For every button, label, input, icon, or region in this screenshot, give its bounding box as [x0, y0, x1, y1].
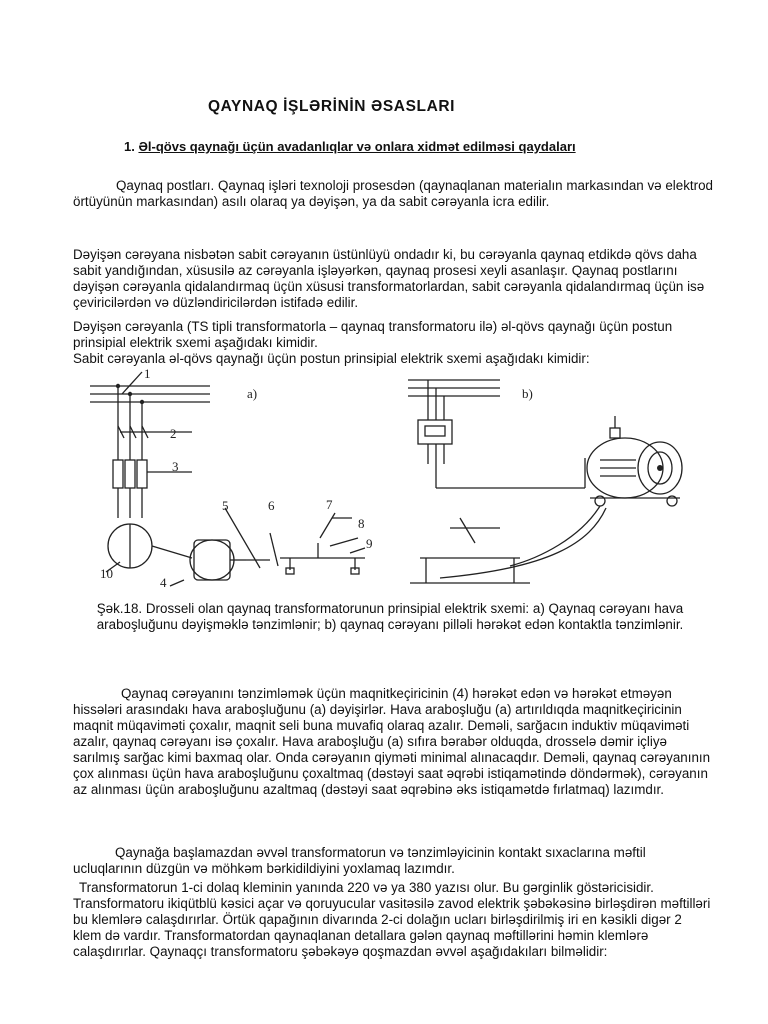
paragraph-transformer-terminals: Transformatorun 1-ci dolaq kleminin yanında 220 və ya 380 yazısı olur. Bu gərginlik göstəricisidir. Transformatoru ikiqütblü kəsici açar və qoruyucular vasitəsilə zavod elektrik şəbəkəsinə birləşdirən məftilləri bu klemlərə calaşdırırlar. Örtük qapağının divarında 2-ci dolağın ucları birləşdirilmiş iri en kəsikli digər 2 klem də vardır. Transformatordan qaynaqlanan detallara gələn qaynaq məftillərini həmin klemlərə calaşdırırlar. Qaynaqçı transformatoru şəbəkəyə qoşmazdan əvvəl aşağıdakıları bilməlidir:: [73, 880, 711, 959]
callout-3: 3: [172, 459, 179, 474]
paragraph-dc-advantage: Dəyişən cərəyana nisbətən sabit cərəyanın üstünlüyü ondadır ki, bu cərəyanla qaynaq etdikdə qövs daha sabit yandığından, xüsusilə az cərəyanla işləyərkən, qaynaq prosesi xeyli asanlaşır. Qaynaq postlarını dəyişən cərəyanla qidalandırmaq üçün xüsusi transformatorlardan, sabit cərəyanla qidalandırmaq üçün isə çeviricilərdən və düzləndiricilərdən istifadə edilir.: [73, 247, 705, 310]
page-title: QAYNAQ İŞLƏRİNİN ƏSASLARI: [208, 98, 456, 115]
schematic-b: [408, 380, 682, 583]
callout-2: 2: [170, 426, 177, 441]
callout-8: 8: [358, 516, 365, 531]
paragraph-current-regulation: Qaynaq cərəyanını tənzimləmək üçün maqnitkeçiricinin (4) hərəkət edən və hərəkət etməyən hissələri arasındakı hava araboşluğunu (a) dəyişirlər. Hava araboşluğu (a) artırıldıqda maqnitkeçiricinin maqnit müqaviməti çoxalır, maqnit seli buna muvafiq olaraq azalır. Deməli, sarğacın induktiv müqaviməti azalır, qaynaq cərəyanı isə çoxalır. Hava araboşluğu (a) sıfıra bərabər olduqda, drosselə dəmir içliyə sarılmış sarğac kimi baxmaq olar. Onda cərəyanın qiyməti minimal alınacaqdır. Deməli, qaynaq cərəyanının çox alınması üçün hava araboşluğunu çoxaltmaq (dəstəyi saat əqrəbi istiqamətində döndərmək), cərəyanın az alınması üçün araboşluğunu azaltmaq (dəstəyi saat əqrəbinə əks istiqamətdə fırlatmaq) lazımdır.: [73, 686, 711, 797]
callout-5: 5: [222, 498, 229, 513]
label-b: b): [522, 386, 533, 401]
paragraph-dc-scheme: Sabit cərəyanla əl-qövs qaynağı üçün postun prinsipial elektrik sxemi aşağıdakı kimidir:: [73, 351, 590, 366]
callout-1: 1: [144, 368, 151, 381]
callout-9: 9: [366, 536, 373, 551]
paragraph-welding-posts: Qaynaq postları. Qaynaq işləri texnoloji prosesdən (qaynaqlanan materialın markasından və elektrod örtüyünün markasından) asılı olaraq ya dəyişən, ya da sabit cərəyanla icra edilir.: [73, 178, 713, 209]
callout-7: 7: [326, 497, 333, 512]
callout-4: 4: [160, 575, 167, 590]
callout-6: 6: [268, 498, 275, 513]
label-a: a): [247, 386, 258, 401]
section-number: 1.: [124, 139, 139, 154]
section-heading: [124, 139, 576, 154]
callout-10: 10: [100, 566, 113, 581]
welding-schematic-figure: [80, 368, 700, 598]
paragraph-ac-scheme: Dəyişən cərəyanla (TS tipli transformatorla – qaynaq transformatoru ilə) əl-qövs qaynağı üçün postun prinsipial elektrik sxemi aşağıdakı kimidir.: [73, 319, 673, 350]
section-title: Əl-qövs qaynağı üçün avadanlıqlar və onlara xidmət edilməsi qaydaları: [138, 139, 576, 154]
figure-caption: Şək.18. Drosseli olan qaynaq transformatorunun prinsipial elektrik sxemi: a) Qaynaq cərəyanı hava araboşluğunu dəyişməklə tənzimlənir; b) qaynaq cərəyanı pilləli hərəkət edən kontaktla tənzimlənir.: [96, 601, 684, 632]
paragraph-before-welding: Qaynağa başlamazdan əvvəl transformatorun və tənzimləyicinin kontakt sıxaclarına məftil ucluqlarının düzgün və möhkəm bərkidildiyini yoxlamaq lazımdır.: [73, 845, 646, 876]
schematic-a: [90, 368, 373, 590]
